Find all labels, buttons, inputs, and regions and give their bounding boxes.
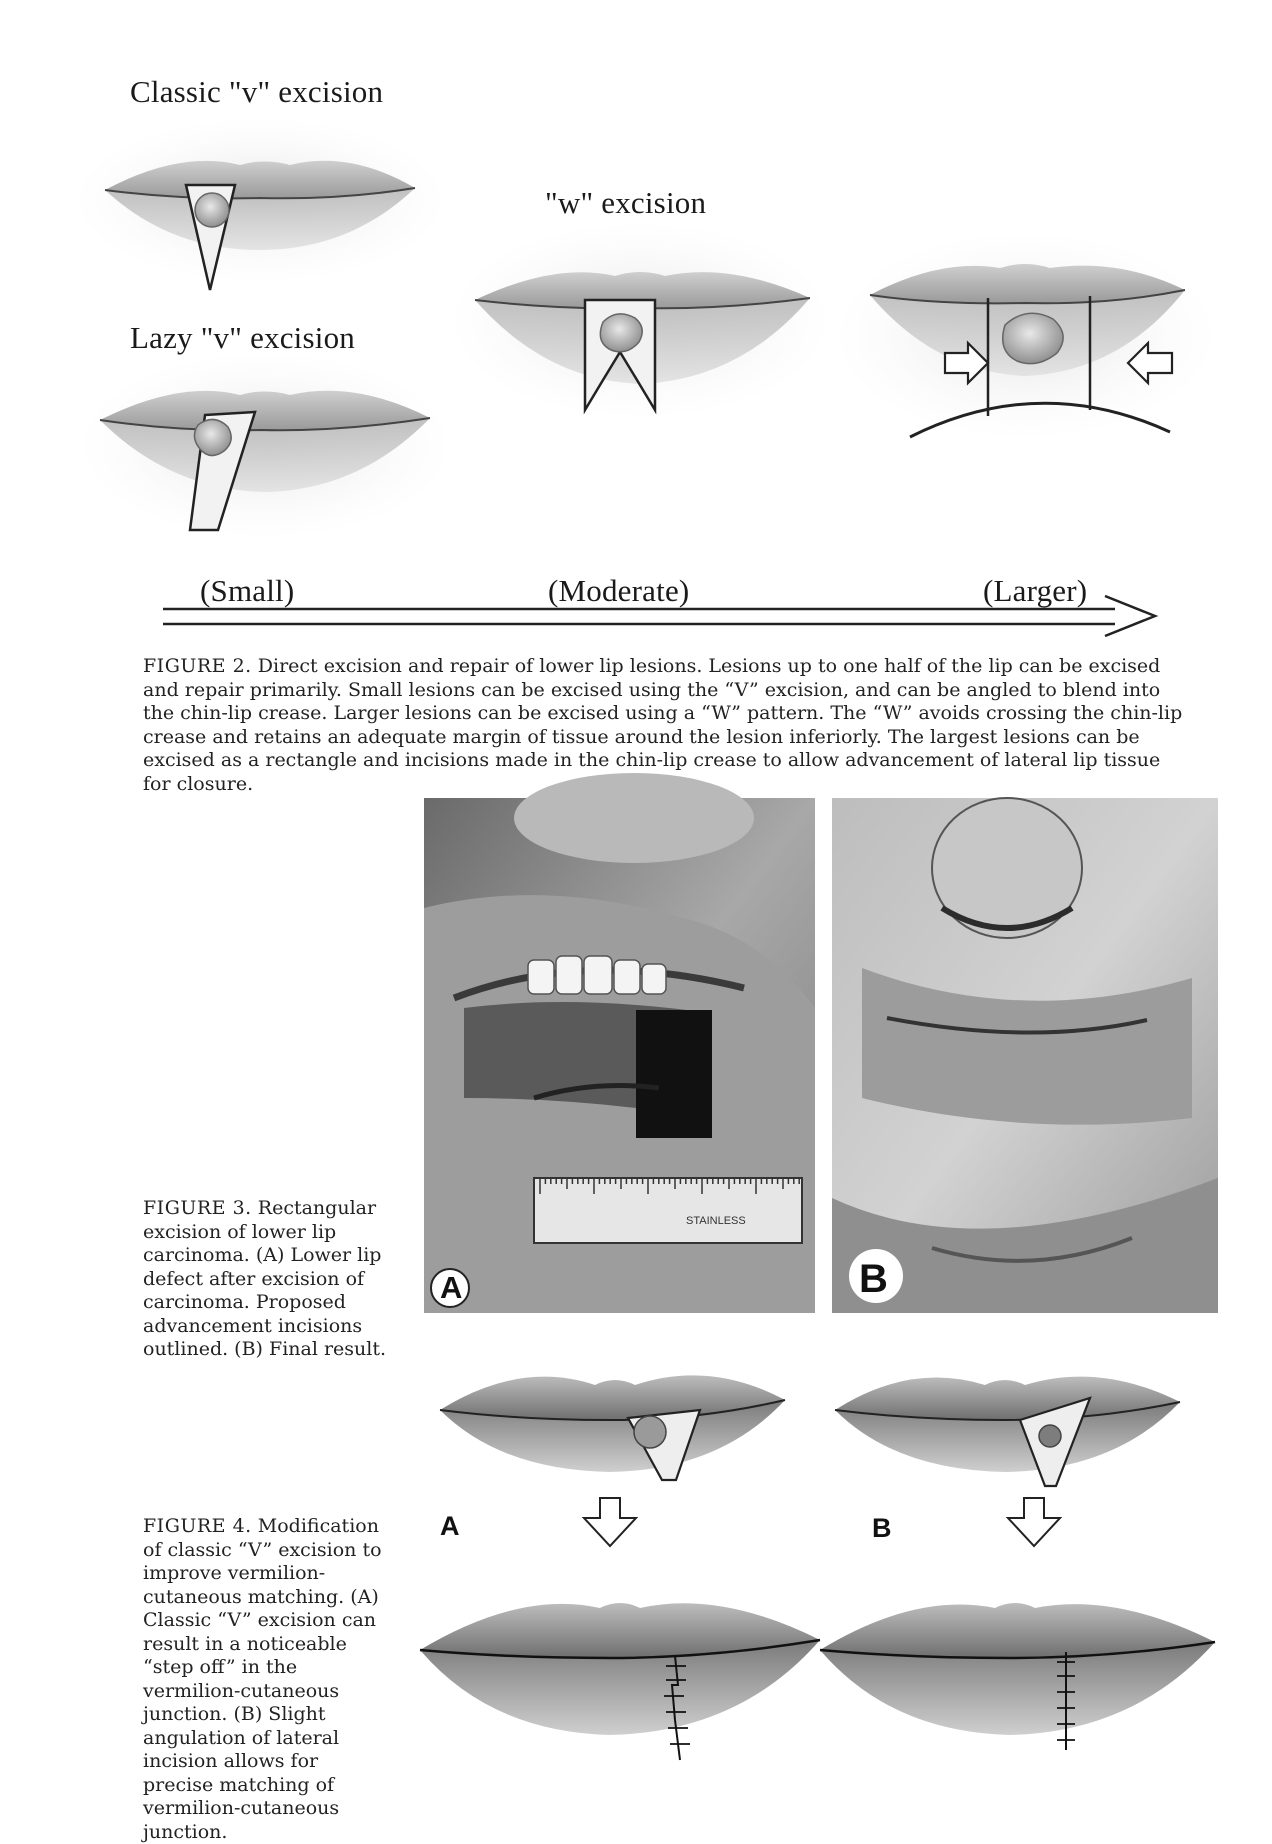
lazy-v-label: Lazy "v" excision <box>130 320 355 355</box>
fig4-a-after <box>420 1603 820 1760</box>
fig4-panel-b-letter: B <box>872 1513 892 1543</box>
rectangle-lesion <box>1003 313 1063 363</box>
rectangle-excision-lips <box>840 235 1210 437</box>
fig4-b-lesion <box>1039 1425 1061 1447</box>
figure2-caption-label: FIGURE 2. <box>143 655 252 677</box>
w-excision-lips <box>455 225 825 415</box>
figure3-caption-text: Rectangular excision of lower lip carcinoma. (A) Lower lip defect after excision of carcinoma. Proposed advancement incisions outlined. (B) Final result. <box>143 1197 387 1360</box>
fig4-panel-a-letter: A <box>440 1511 460 1541</box>
fig4-a-down-arrow-icon <box>584 1498 636 1546</box>
photo-b-image <box>832 798 1218 1313</box>
fig4-b-after <box>820 1603 1215 1750</box>
arrow-head-icon <box>1105 596 1155 636</box>
fig4-a-before <box>440 1375 785 1480</box>
photo-a-image <box>424 798 815 1313</box>
figure4-caption-label: FIGURE 4. <box>143 1515 252 1537</box>
scale-moderate-label: (Moderate) <box>548 573 690 608</box>
ruler-text: STAINLESS <box>686 1215 746 1227</box>
figure3-caption-label: FIGURE 3. <box>143 1197 252 1219</box>
lazy-v-lips <box>85 355 445 535</box>
scale-small-label: (Small) <box>200 573 295 608</box>
w-excision-label: "w" excision <box>545 185 707 220</box>
photo-a-letter: A <box>440 1270 463 1305</box>
fig4-a-lesion <box>634 1416 666 1448</box>
figure4-illustration <box>400 1340 1230 1800</box>
figure2-caption-text: Direct excision and repair of lower lip lesions. Lesions up to one half of the lip can be excised and repair primarily. Small lesions can be excised using the “V” excision, and can be angled to blend into the chin-lip crease. Larger lesions can be excised using a “W” pattern. The “W” avoids crossing the chin-lip crease and retains an adequate margin of tissue around the lesion inferiorly. The largest lesions can be excised as a rectangle and incisions made in the chin-lip crease to allow advancement of lateral lip tissue for closure. <box>143 655 1183 795</box>
scale-larger-label: (Larger) <box>983 573 1088 608</box>
classic-v-lesion <box>195 193 229 227</box>
ruler <box>534 1178 802 1243</box>
lip-defect <box>636 1010 712 1138</box>
figure3-caption <box>143 1197 388 1362</box>
figure2-illustration <box>0 0 1272 640</box>
fig4-b-before <box>835 1377 1180 1486</box>
classic-v-lips <box>80 120 440 290</box>
photo-b-letter: B <box>859 1257 888 1301</box>
classic-v-label: Classic "v" excision <box>130 74 384 109</box>
figure4-caption <box>143 1515 383 1844</box>
figure4-caption-text: Modification of classic “V” excision to improve vermilion-cutaneous matching. (A) Classic “V” excision can result in a noticeable “step off” in the vermilion-cutaneous junction. (B) Slight angulation of lateral incision allows for precise matching of vermilion-cutaneous junction. <box>143 1515 382 1843</box>
w-lesion <box>600 314 642 352</box>
figure3-photo-a <box>424 798 815 1313</box>
fig4-b-down-arrow-icon <box>1008 1498 1060 1546</box>
figure3-photo-b <box>832 798 1218 1313</box>
